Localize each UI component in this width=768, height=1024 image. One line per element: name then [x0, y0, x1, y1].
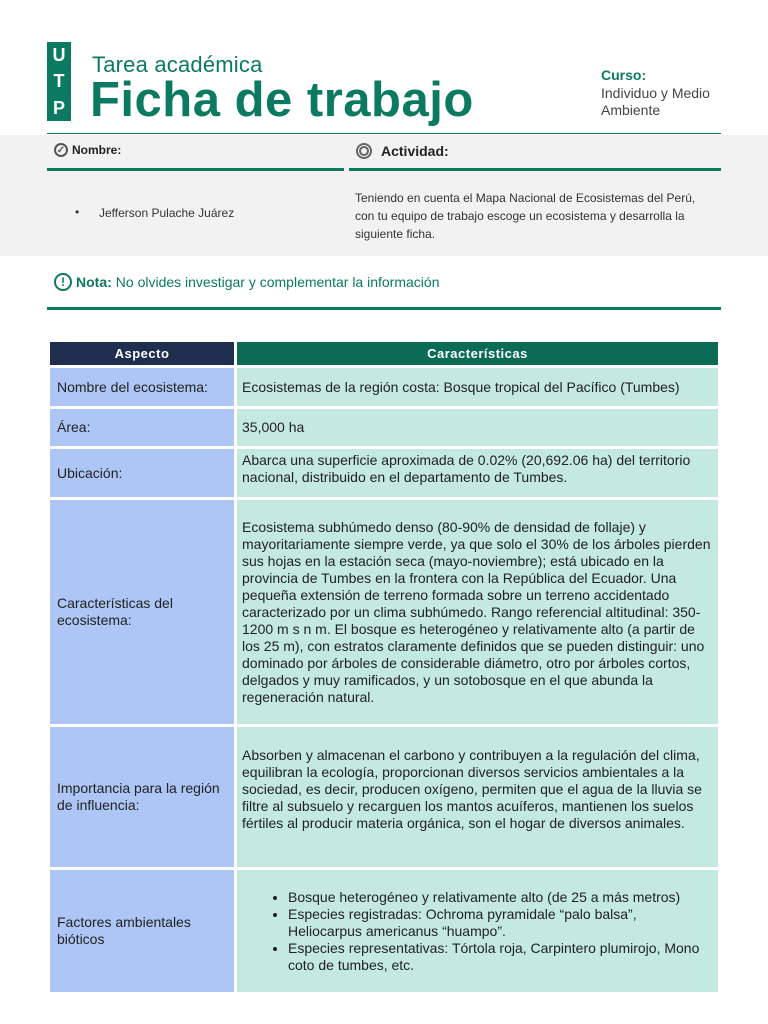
header-caracteristicas: Características — [237, 342, 718, 365]
header-divider — [47, 133, 721, 134]
aspect-cell: Área: — [50, 409, 234, 446]
aspect-cell: Importancia para la región de influencia: — [50, 727, 234, 867]
table-row — [50, 727, 718, 867]
utp-logo — [47, 42, 71, 121]
student-name-text: Jefferson Pulache Juárez — [99, 206, 235, 220]
page-title: Ficha de trabajo — [90, 73, 474, 127]
nombre-label: Nombre: — [72, 143, 122, 157]
logo-letter: U — [52, 45, 66, 66]
aspect-cell: Ubicación: — [50, 449, 234, 497]
target-icon — [356, 143, 372, 159]
value-cell — [237, 870, 718, 992]
table-row — [50, 449, 718, 497]
value-cell: Absorben y almacenan el carbono y contribuyen a la regulación del clima, equilibran la ecología, proporcionan diversos servicios ambientales a la sociedad, es decir, producen oxígeno, permiten que el agua de la lluvia se filtre al subsuelo y recarguen los mantos acuíferos, mantienen los suelos fértiles al producir materia orgánica, son el hogar de diversos animales. — [237, 727, 718, 867]
nombre-rule — [47, 168, 344, 171]
aspect-cell: Nombre del ecosistema: — [50, 368, 234, 406]
table-row — [50, 409, 718, 446]
actividad-header — [356, 143, 449, 159]
exclamation-icon: ! — [54, 273, 72, 291]
nota-label: Nota: — [76, 274, 112, 290]
actividad-label: Actividad: — [381, 143, 449, 159]
check-circle-icon: ✓ — [54, 143, 68, 157]
student-name — [78, 206, 234, 220]
aspect-cell: Características del ecosistema: — [50, 500, 234, 724]
ecosystem-table — [47, 339, 721, 995]
logo-letter: T — [53, 71, 65, 92]
curso-label: Curso: — [601, 67, 647, 83]
list-item: • Especies registradas: Ochroma pyramidale “palo balsa”, Heliocarpus americanus “huampo”. — [288, 906, 713, 940]
value-cell: Abarca una superficie aproximada de 0.02% (20,692.06 ha) del territorio nacional, distribuido en el departamento de Tumbes. — [237, 449, 718, 497]
bioticos-list — [242, 889, 713, 974]
value-cell: Ecosistema subhúmedo denso (80-90% de densidad de follaje) y mayoritariamente siempre verde, ya que solo el 30% de los árboles pierden sus hojas en la estación seca (mayo-noviembre); está ubicado en la provincia de Tumbes en la frontera con la República del Ecuador. Una pequeña extensión de terreno formada sobre un terreno accidentado caracterizado por un clima subhúmedo. Rango referencial altitudinal: 350-1200 m s n m. El bosque es heterogéneo y relativamente alto (a partir de los 25 m), con estratos claramente definidos que se pueden distinguir: uno dominado por árboles de considerable diámetro, otro por árboles cortos, delgados y muy ramificados, y un sotobosque en el que abunda la regeneración natural. — [237, 500, 718, 724]
aspect-cell: Factores ambientales bióticos — [50, 870, 234, 992]
table-row — [50, 870, 718, 992]
logo-letter: P — [52, 97, 65, 118]
nota-divider — [47, 307, 721, 310]
nombre-header — [54, 143, 121, 157]
nota-text: No olvides investigar y complementar la información — [115, 274, 440, 290]
list-item: • Especies representativas: Tórtola roja, Carpintero plumirojo, Mono coto de tumbes, etc. — [288, 940, 713, 974]
nota — [54, 273, 439, 291]
list-item: • Bosque heterogéneo y relativamente alto (de 25 a más metros) — [288, 889, 713, 906]
page-subtitle: Tarea académica — [92, 52, 263, 77]
table-row — [50, 368, 718, 406]
table-header-row — [50, 342, 718, 365]
curso-value: Individuo y Medio Ambiente — [601, 85, 710, 118]
table-row — [50, 500, 718, 724]
actividad-rule — [349, 168, 721, 171]
activity-description: Teniendo en cuenta el Mapa Nacional de Ecosistemas del Perú, con tu equipo de trabajo escoge un ecosistema y desarrolla la siguiente ficha. — [355, 191, 696, 241]
header-aspecto: Aspecto — [50, 342, 234, 365]
value-cell: 35,000 ha — [237, 409, 718, 446]
value-cell: Ecosistemas de la región costa: Bosque tropical del Pacífico (Tumbes) — [237, 368, 718, 406]
